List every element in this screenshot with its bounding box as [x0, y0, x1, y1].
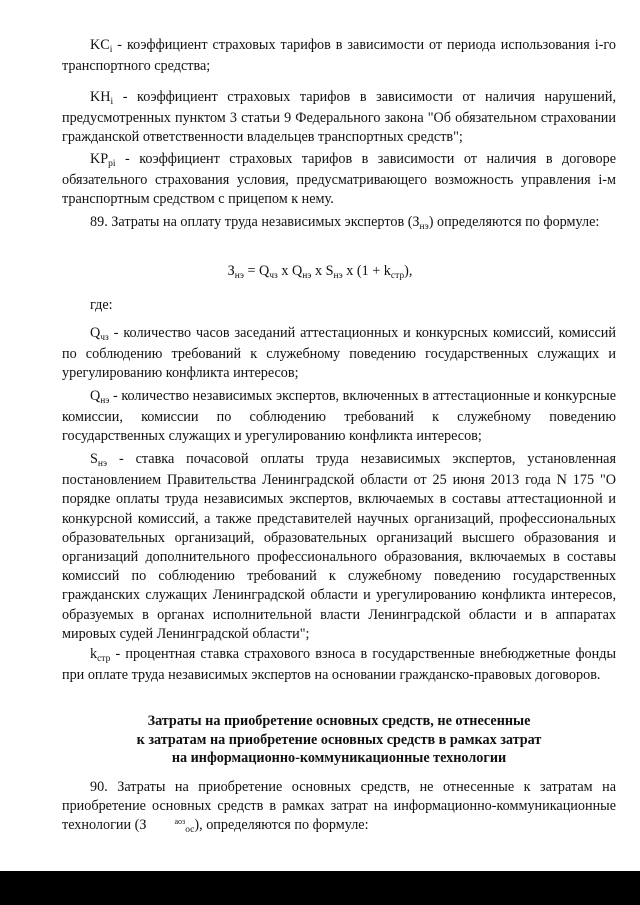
section-heading-line-1: Затраты на приобретение основных средств, не отнесенные [147, 713, 531, 729]
formula-independent-experts: $З_{нэ} = Q_{чз}$ x $Q_{нэ}$ x $S_{нэ}$ x $(1 + k_{стр})$, [227, 263, 413, 281]
definition-s-nz: $S_{нэ}$ - ставка почасовой оплаты труда независимых экспертов, установленная постановлением Правительства Ленинградской области от 25 июня 2013 года N 175 "О порядке оплаты труда независимых экспертов, включаемых в составы аттестационной и конкурсной комиссий, а также представителей научных организаций, профессиональных образовательных организаций, образовательных организаций высшего образования и организаций дополнительного профессионального образования, включаемых в составы комиссий по соблюдению требований к служебному поведению государственных гражданских служащих Ленинградской области и урегулированию конфликта интересов, образуемых в органах исполнительной власти Ленинградской области и в аппаратах мировых судей Ленинградской области"; [62, 451, 616, 642]
section-heading [62, 712, 616, 768]
definition-q-chz: $Q_{чз}$ - количество часов заседаний аттестационных и конкурсных комиссий, комиссий по соблюдению требований к служебному поведению государственных служащих и урегулированию конфликта интересов; [62, 325, 616, 382]
scan-bottom-edge [0, 871, 640, 905]
definition-q-nz: $Q_{нэ}$ - количество независимых экспертов, включенных в аттестационные и конкурсные комиссии, комиссии по соблюдению требований к служебному поведению государственных служащих и урегулированию конфликта интересов; [62, 388, 616, 445]
definition-kp: $KP_{pi}$ - коэффициент страховых тарифов в зависимости от наличия в договоре обязательного страхования условия, предусматривающего возможность управления i-м транспортным средством с прицепом к нему. [62, 151, 616, 208]
definition-kn: $KH_i$ - коэффициент страховых тарифов в зависимости от наличия нарушений, предусмотренных пунктом 3 статьи 9 Федерального закона "Об обязательном страховании гражданской ответственности владельцев транспортных средств"; [62, 89, 616, 146]
clause-90: 90. Затраты на приобретение основных средств, не отнесенные к затратам на приобретение основных средств в рамках затрат на информационно-коммуникационные технологии (З $^{аоз}_{ос}$), определяются по формуле: [62, 779, 616, 836]
definition-k-str: $k_{стр}$ - процентная ставка страхового взноса в государственные внебюджетные фонды при оплате труда независимых экспертов на основании гражданско-правовых договоров. [62, 646, 616, 684]
where-label: где: [90, 297, 113, 313]
fixed-assets-cost-symbol-indices: аоз [174, 817, 186, 827]
clause-89: 89. Затраты на оплату труда независимых экспертов $(З_{нэ})$ определяются по формуле: [90, 214, 600, 232]
definition-kc: $KC_i$ - коэффициент страховых тарифов в зависимости от периода использования i-го транспортного средства; [62, 37, 616, 75]
section-heading-line-3: на информационно-коммуникационные технологии [171, 750, 507, 767]
section-heading-line-2: к затратам на приобретение основных средств в рамках затрат [136, 731, 542, 748]
